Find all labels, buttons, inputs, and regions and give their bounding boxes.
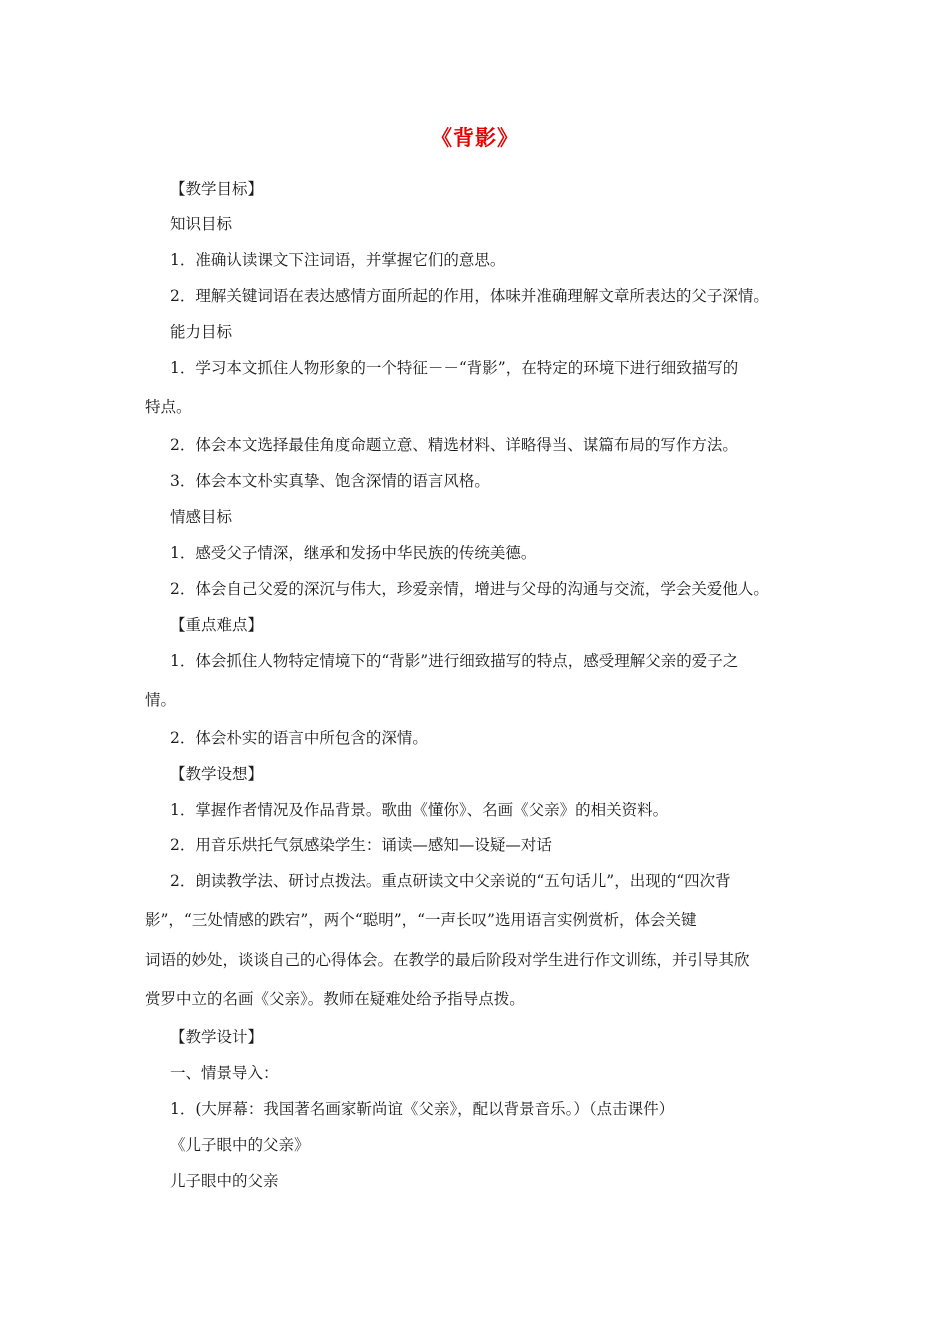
paragraph: 2．体会朴实的语言中所包含的深情。 <box>170 729 428 747</box>
paragraph-continuation: 词语的妙处，谈谈自己的心得体会。在教学的最后阶段对学生进行作文训练，并引导其欣 <box>145 951 750 969</box>
subheading-ability-goals: 能力目标 <box>170 323 233 341</box>
paragraph: 2．用音乐烘托气氛感染学生：诵读—感知—设疑—对话 <box>170 836 552 854</box>
paragraph: 1．准确认读课文下注词语，并掌握它们的意思。 <box>170 251 506 269</box>
paragraph-continuation: 赏罗中立的名画《父亲》。教师在疑难处给予指导点拨。 <box>145 990 525 1008</box>
paragraph: 2．体会自己父爱的深沉与伟大，珍爱亲情，增进与父母的沟通与交流，学会关爱他人。 <box>170 580 769 598</box>
paragraph: 2．朗读教学法、研讨点拨法。重点研读文中父亲说的“五句话儿”，出现的“四次背 <box>170 872 731 890</box>
paragraph-continuation: 特点。 <box>145 398 192 416</box>
paragraph: 3．体会本文朴实真挚、饱含深情的语言风格。 <box>170 472 490 490</box>
paragraph: 1．感受父子情深，继承和发扬中华民族的传统美德。 <box>170 544 537 562</box>
subheading-scene-intro: 一、情景导入： <box>170 1064 279 1082</box>
paragraph: 2．理解关键词语在表达感情方面所起的作用，体味并准确理解文章所表达的父子深情。 <box>170 287 769 305</box>
subheading-emotion-goals: 情感目标 <box>170 508 233 526</box>
section-heading-key-difficulties: 【重点难点】 <box>170 616 264 634</box>
poem-line: 儿子眼中的父亲 <box>170 1172 279 1190</box>
poem-title: 《儿子眼中的父亲》 <box>170 1136 310 1154</box>
subheading-knowledge-goals: 知识目标 <box>170 215 233 233</box>
paragraph: 1．体会抓住人物特定情境下的“背影”进行细致描写的特点，感受理解父亲的爱子之 <box>170 652 739 670</box>
section-heading-teaching-goals: 【教学目标】 <box>170 180 264 198</box>
paragraph: 1．掌握作者情况及作品背景。歌曲《懂你》、名画《父亲》的相关资料。 <box>170 801 669 819</box>
paragraph: 1．学习本文抓住人物形象的一个特征－－“背影”，在特定的环境下进行细致描写的 <box>170 359 739 377</box>
paragraph: 1．(大屏幕：我国著名画家靳尚谊《父亲》，配以背景音乐。）（点击课件） <box>170 1100 675 1118</box>
document-title: 《背影》 <box>431 125 519 150</box>
paragraph: 2．体会本文选择最佳角度命题立意、精选材料、详略得当、谋篇布局的写作方法。 <box>170 436 738 454</box>
paragraph-continuation: 情。 <box>145 691 177 709</box>
section-heading-teaching-design: 【教学设计】 <box>170 1028 264 1046</box>
paragraph-continuation: 影”，“三处情感的跌宕”，两个“聪明”，“一声长叹”选用语言实例赏析，体会关键 <box>145 911 697 929</box>
section-heading-teaching-plan: 【教学设想】 <box>170 765 264 783</box>
